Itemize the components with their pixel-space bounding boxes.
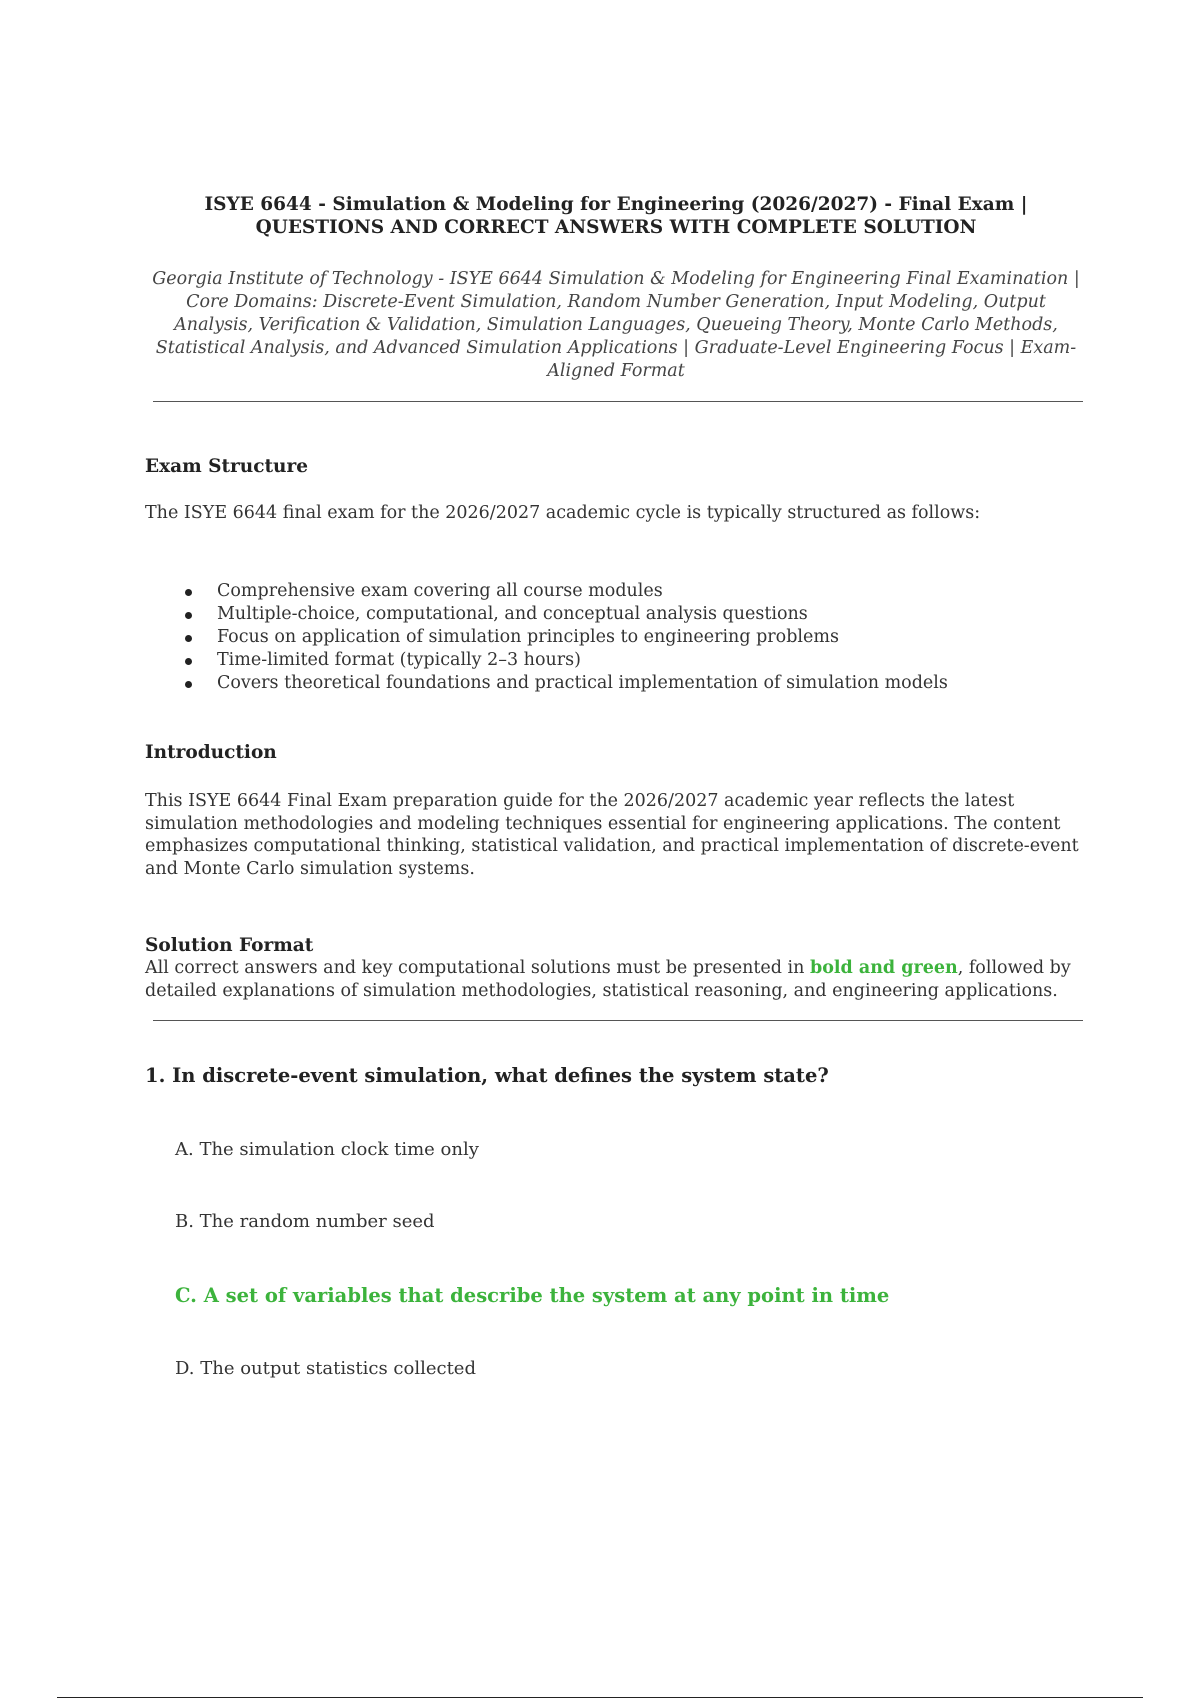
bullet-icon: [185, 681, 192, 688]
bullet-icon: [185, 589, 192, 596]
list-item: [145, 649, 1085, 672]
bullet-icon: [185, 612, 192, 619]
question-1-option-c-correct: C. A set of variables that describe the system at any point in time: [175, 1284, 890, 1307]
solution-format-heading: Solution Format: [145, 935, 314, 956]
document-subtitle: Georgia Institute of Technology - ISYE 6644 Simulation & Modeling for Engineering Final Examination | Core Domains: Discrete-Event Simulation, Random Number Generation, Input Modeling, Output Analysis, Verification & Validation, Simulation Languages, Queueing Theory, Monte Carlo Methods, Statistical Analysis, and Advanced Simulation Applications | Graduate-Level Engineering Focus | Exam-Aligned Format: [152, 269, 1080, 381]
section-divider: [153, 1020, 1083, 1021]
title-line-1: ISYE 6644 - Simulation & Modeling for Engineering (2026/2027) - Final Exam |: [204, 194, 1028, 215]
list-item-text: Multiple-choice, computational, and conceptual analysis questions: [217, 604, 808, 624]
title-line-2: QUESTIONS AND CORRECT ANSWERS WITH COMPLETE SOLUTION: [255, 217, 977, 238]
bullet-icon: [185, 658, 192, 665]
list-item-text: Focus on application of simulation principles to engineering problems: [217, 627, 839, 647]
list-item-text: Covers theoretical foundations and practical implementation of simulation models: [217, 673, 948, 693]
list-item: [145, 580, 1085, 603]
list-item: [145, 672, 1085, 695]
solution-format-text-end: , followed by detailed explanations of simulation methodologies, statistical reasoning, and engineering applications.: [145, 958, 1071, 1001]
question-1-option-a: A. The simulation clock time only: [175, 1139, 479, 1160]
header-divider: [153, 401, 1083, 402]
solution-format-text-start: All correct answers and key computational solutions must be presented in: [145, 958, 810, 978]
solution-format-highlight: bold and green: [809, 958, 958, 978]
exam-structure-heading: Exam Structure: [145, 456, 309, 477]
page-bottom-rule: [57, 1697, 1143, 1698]
list-item-text: Time-limited format (typically 2–3 hours): [217, 650, 581, 670]
question-1-text: 1. In discrete-event simulation, what defines the system state?: [145, 1064, 829, 1087]
list-item-text: Comprehensive exam covering all course modules: [217, 581, 663, 601]
introduction-heading: Introduction: [145, 742, 277, 763]
list-item: [145, 626, 1085, 649]
solution-format-text: [145, 957, 1090, 1002]
exam-structure-list: [145, 580, 1085, 695]
introduction-text: This ISYE 6644 Final Exam preparation guide for the 2026/2027 academic year reflects the latest simulation methodologies and modeling techniques essential for engineering applications. The content emphasizes computational thinking, statistical validation, and practical implementation of discrete-event and Monte Carlo simulation systems.: [145, 791, 1079, 879]
bullet-icon: [185, 635, 192, 642]
document-title: [145, 193, 1087, 239]
list-item: [145, 603, 1085, 626]
question-1-option-d: D. The output statistics collected: [175, 1358, 476, 1379]
question-1-option-b: B. The random number seed: [175, 1211, 435, 1232]
exam-structure-intro: The ISYE 6644 final exam for the 2026/2027 academic cycle is typically structured as follows:: [145, 503, 981, 523]
